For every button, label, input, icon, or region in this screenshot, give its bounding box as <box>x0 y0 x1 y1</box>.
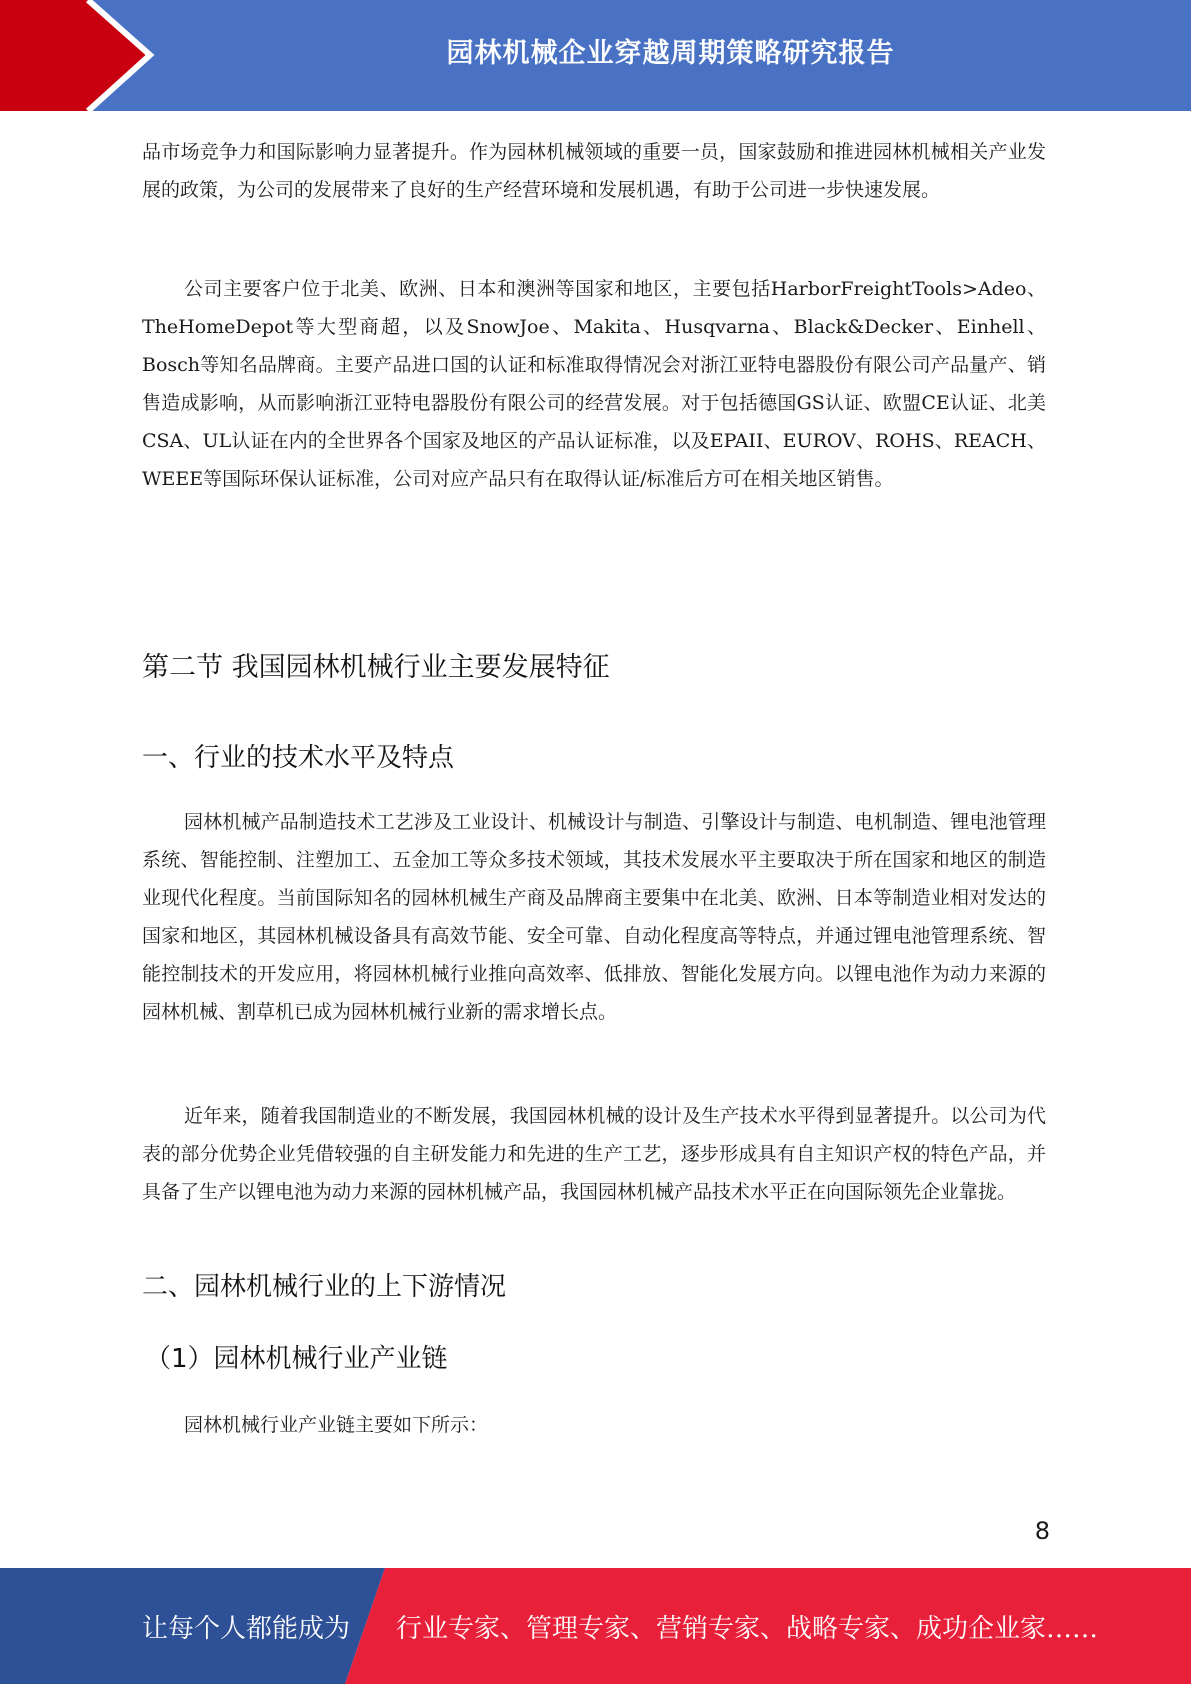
section-title: 第二节 我国园林机械行业主要发展特征 <box>142 652 610 683</box>
body-paragraph: 公司主要客户位于北美、欧洲、日本和澳洲等国家和地区，主要包括HarborFreightTools>Adeo、TheHomeDepot等大型商超，以及SnowJoe、Makita、Husqvarna、Black&Decker、Einhell、Bosch等知名品牌商。主要产品进口国的认证和标准取得情况会对浙江亚特电器股份有限公司产品量产、销售造成影响，从而影响浙江亚特电器股份有限公司的经营发展。对于包括德国GS认证、欧盟CE认证、北美CSA、UL认证在内的全世界各个国家及地区的产品认证标准，以及EPAII、EUROV、ROHS、REACH、WEEE等国际环保认证标准，公司对应产品只有在取得认证/标准后方可在相关地区销售。 <box>142 278 1046 490</box>
subsection-title: 二、园林机械行业的上下游情况 <box>142 1272 507 1302</box>
footer-slogan-right: 行业专家、管理专家、营销专家、战略专家、成功企业家…… <box>396 1613 1099 1644</box>
body-paragraph: 品市场竞争力和国际影响力显著提升。作为园林机械领域的重要一员，国家鼓励和推进园林机械相关产业发展的政策，为公司的发展带来了良好的生产经营环境和发展机遇，有助于公司进一步快速发展。 <box>142 141 1046 201</box>
page-header <box>0 0 1191 111</box>
page-footer <box>0 1568 1191 1684</box>
footer-slogan-left: 让每个人都能成为 <box>142 1613 351 1644</box>
body-paragraph: 近年来，随着我国制造业的不断发展，我国园林机械的设计及生产技术水平得到显著提升。以公司为代表的部分优势企业凭借较强的自主研发能力和先进的生产工艺，逐步形成具有自主知识产权的特色产品，并具备了生产以锂电池为动力来源的园林机械产品，我国园林机械产品技术水平正在向国际领先企业靠拢。 <box>142 1105 1046 1203</box>
body-paragraph: 园林机械产品制造技术工艺涉及工业设计、机械设计与制造、引擎设计与制造、电机制造、锂电池管理系统、智能控制、注塑加工、五金加工等众多技术领域，其技术发展水平主要取决于所在国家和地区的制造业现代化程度。当前国际知名的园林机械生产商及品牌商主要集中在北美、欧洲、日本等制造业相对发达的国家和地区，其园林机械设备具有高效节能、安全可靠、自动化程度高等特点，并通过锂电池管理系统、智能控制技术的开发应用，将园林机械行业推向高效率、低排放、智能化发展方向。以锂电池作为动力来源的园林机械、割草机已成为园林机械行业新的需求增长点。 <box>142 811 1046 1023</box>
page-number: 8 <box>1034 1517 1050 1545</box>
body-paragraph: 园林机械行业产业链主要如下所示： <box>184 1414 489 1436</box>
report-title: 园林机械企业穿越周期策略研究报告 <box>446 37 895 69</box>
subsection-title: 一、行业的技术水平及特点 <box>142 743 455 773</box>
sub-subsection-title: （1）园林机械行业产业链 <box>145 1344 448 1374</box>
